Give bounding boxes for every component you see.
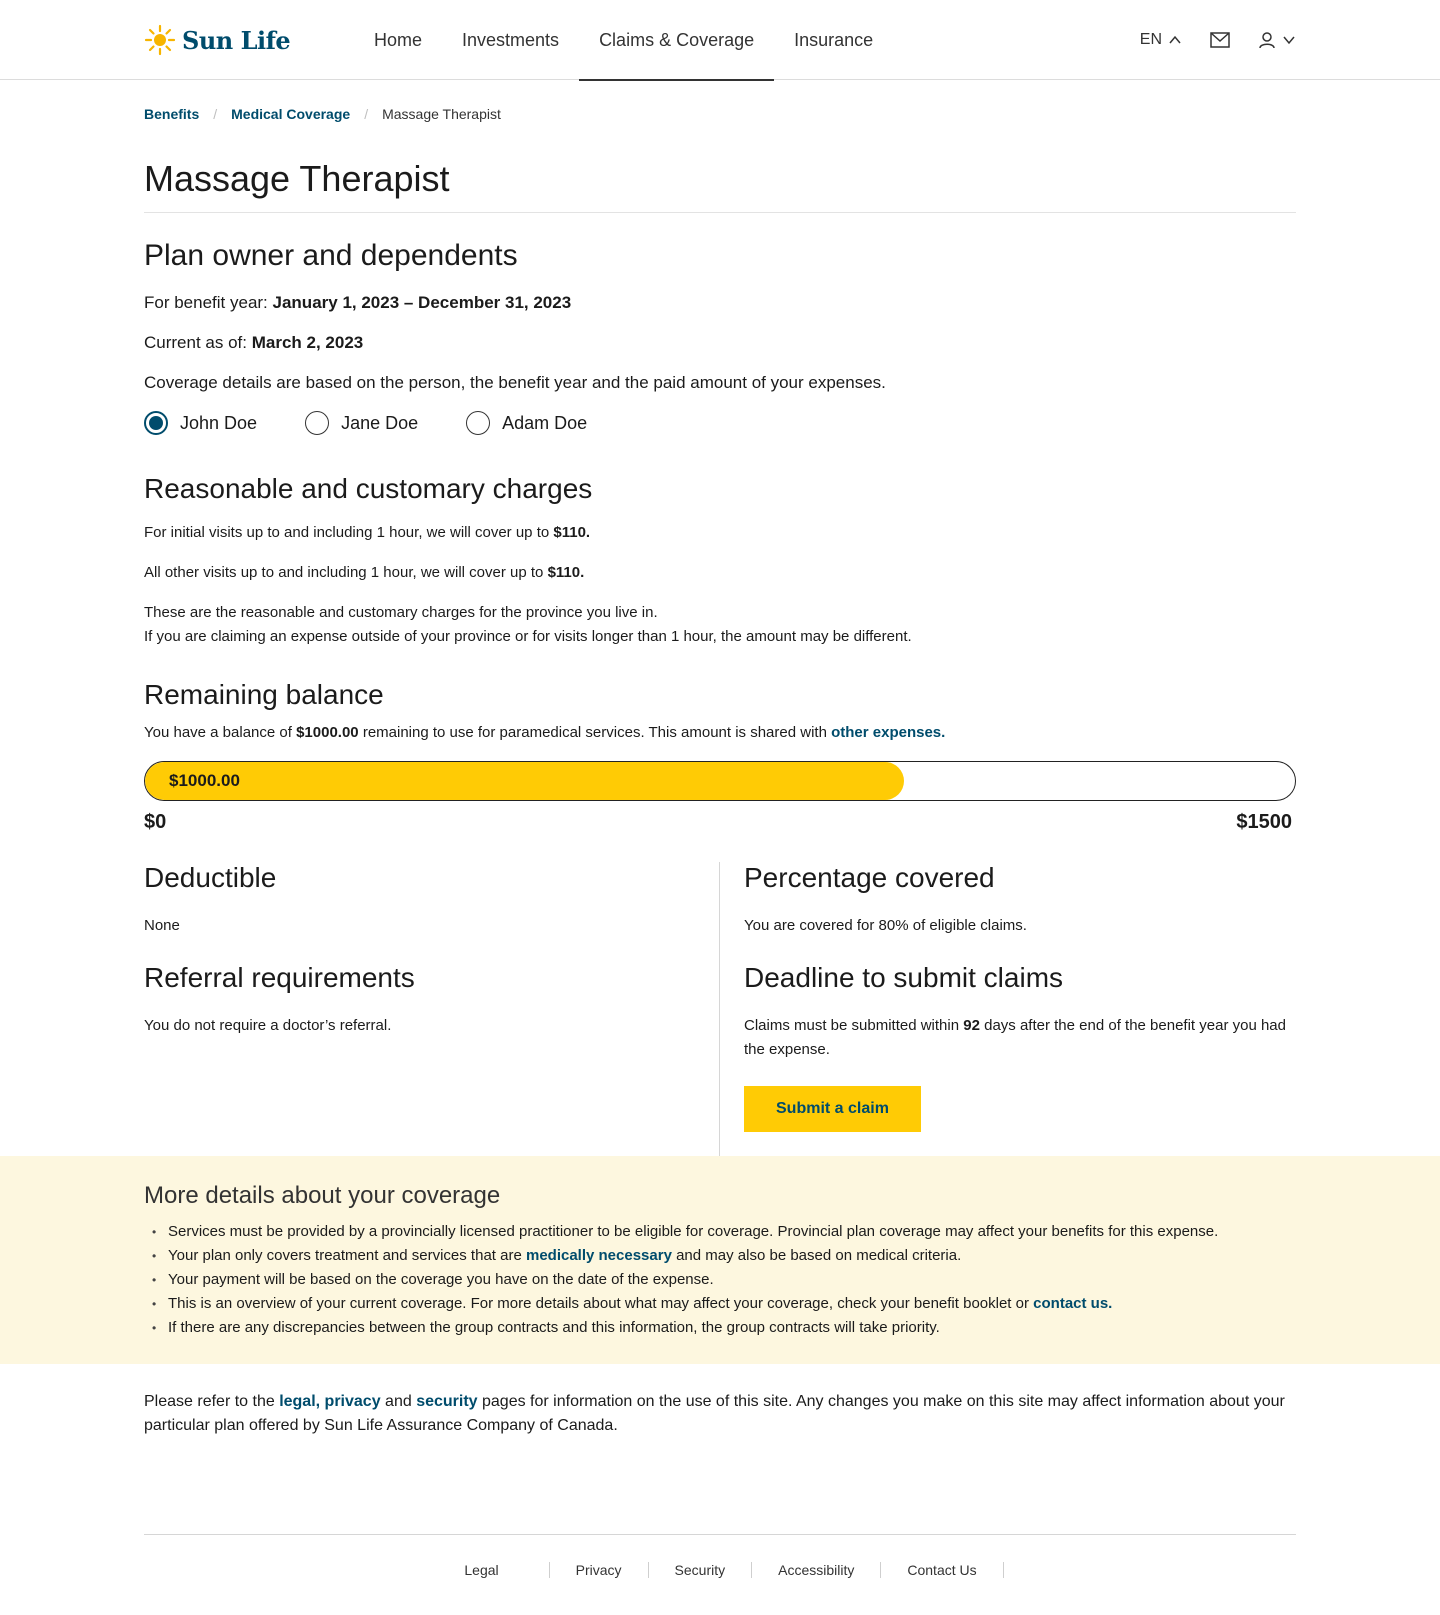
user-menu[interactable] xyxy=(1258,31,1296,49)
benefit-year-value: January 1, 2023 – December 31, 2023 xyxy=(272,293,572,312)
footer-legal-link[interactable]: Legal xyxy=(436,1562,549,1578)
plan-owner-section xyxy=(144,239,1296,435)
radio-jane-doe[interactable] xyxy=(305,411,418,435)
radio-button[interactable] xyxy=(144,411,168,435)
site-footer xyxy=(144,1534,1296,1604)
person-selector xyxy=(144,411,1296,435)
initial-visit-text: For initial visits up to and including 1 hour, we will cover up to $110. xyxy=(144,524,591,541)
legal-link[interactable]: legal, xyxy=(279,1393,321,1410)
nav-home[interactable]: Home xyxy=(374,29,423,50)
security-link[interactable]: security xyxy=(416,1393,478,1410)
details-heading: More details about your coverage xyxy=(144,1182,501,1209)
sun-life-logo[interactable] xyxy=(144,24,354,56)
referral-text: You do not require a doctor’s referral. xyxy=(144,1017,392,1034)
plan-heading: Plan owner and dependents xyxy=(144,239,518,272)
more-details-section xyxy=(0,1156,1440,1364)
site-header xyxy=(0,0,1440,80)
nav-investments[interactable]: Investments xyxy=(462,29,560,50)
breadcrumb-current: Massage Therapist xyxy=(382,106,501,122)
deadline-card xyxy=(720,962,1296,1156)
sun-logo-icon xyxy=(144,24,176,56)
header-actions xyxy=(1140,31,1296,49)
details-list xyxy=(144,1220,1296,1340)
contact-us-link[interactable]: contact us. xyxy=(1033,1295,1113,1312)
details-item: • This is an overview of your current coverage. For more details about what may affect your coverage, check your benefit booklet or contact us. xyxy=(144,1292,1296,1316)
submit-claim-button[interactable]: Submit a claim xyxy=(744,1086,921,1132)
balance-text: You have a balance of $1000.00 remaining to use for paramedical services. This amount is shared with other expenses. xyxy=(144,724,946,741)
brand-name: Sun Life xyxy=(182,25,291,55)
radio-adam-doe[interactable] xyxy=(466,411,587,435)
details-item: • If there are any discrepancies between the group contracts and this information, the group contracts will take priority. xyxy=(144,1316,1296,1340)
breadcrumb-separator: / xyxy=(213,106,218,122)
footer-contact-link[interactable]: Contact Us xyxy=(881,1562,1003,1578)
radio-label: Adam Doe xyxy=(502,412,588,433)
details-item: • Your plan only covers treatment and services that are medically necessary and may also be based on medical criteria. xyxy=(144,1244,1296,1268)
nav-claims-coverage[interactable]: Claims & Coverage xyxy=(579,0,774,80)
benefit-year: For benefit year: January 1, 2023 – December 31, 2023 xyxy=(144,293,572,312)
chevron-down-icon xyxy=(1282,33,1296,47)
charges-heading: Reasonable and customary charges xyxy=(144,473,593,504)
deductible-value: None xyxy=(144,917,180,934)
charges-section xyxy=(144,473,1296,649)
user-icon xyxy=(1258,31,1276,49)
radio-label: Jane Doe xyxy=(341,412,419,433)
footer-security-link[interactable]: Security xyxy=(649,1562,753,1578)
radio-button[interactable] xyxy=(466,411,490,435)
charges-note: These are the reasonable and customary charges for the province you live in. If you are claiming an expense outside of your province or for visits longer than 1 hour, the amount may be different. xyxy=(144,604,912,645)
radio-label: John Doe xyxy=(180,412,258,433)
breadcrumb-medical-coverage[interactable]: Medical Coverage xyxy=(231,106,351,122)
deadline-heading: Deadline to submit claims xyxy=(744,962,1064,993)
current-as-of-value: March 2, 2023 xyxy=(251,333,364,352)
balance-bar-label: $1000.00 xyxy=(169,771,240,790)
page-title: Massage Therapist xyxy=(144,158,1296,213)
language-selector[interactable] xyxy=(1140,31,1182,49)
deadline-text: Claims must be submitted within 92 days after the end of the benefit year you had the expense. xyxy=(744,1017,1286,1058)
referral-heading: Referral requirements xyxy=(144,962,415,993)
radio-john-doe[interactable] xyxy=(144,411,257,435)
language-label: EN xyxy=(1139,31,1162,48)
chevron-up-icon xyxy=(1168,33,1182,47)
breadcrumb-benefits[interactable]: Benefits xyxy=(144,106,200,122)
coverage-details-grid xyxy=(144,862,1296,1156)
footer-privacy-link[interactable]: Privacy xyxy=(550,1562,649,1578)
balance-amount: $1000.00 xyxy=(296,724,359,741)
deadline-days: 92 xyxy=(963,1017,980,1034)
mail-icon[interactable] xyxy=(1210,32,1230,48)
percentage-text: You are covered for 80% of eligible claims. xyxy=(744,917,1027,934)
legal-note: Please refer to the legal, privacy and security pages for information on the use of this site. Any changes you make on this site may affect information about your particular plan offered by Sun Life Assurance Company of Canada. xyxy=(144,1393,1285,1434)
details-item: • Services must be provided by a provincially licensed practitioner to be eligible for coverage. Provincial plan coverage may affect your benefits for this expense. xyxy=(144,1220,1296,1244)
balance-progress-fill xyxy=(145,762,904,800)
deductible-heading: Deductible xyxy=(144,862,277,893)
percentage-heading: Percentage covered xyxy=(744,862,995,893)
deductible-card xyxy=(144,862,720,962)
other-expenses-link[interactable]: other expenses. xyxy=(831,724,946,741)
balance-heading: Remaining balance xyxy=(144,679,384,710)
medically-necessary-link[interactable]: medically necessary xyxy=(525,1247,672,1264)
balance-scale xyxy=(144,811,1296,834)
balance-max-label: $1500 xyxy=(1236,811,1292,833)
balance-min-label: $0 xyxy=(144,811,167,833)
main-content xyxy=(0,80,1440,1156)
other-visit-text: All other visits up to and including 1 hour, we will cover up to $110. xyxy=(144,564,585,581)
referral-card xyxy=(144,962,720,1156)
nav-insurance[interactable]: Insurance xyxy=(794,29,874,50)
balance-progress-bar xyxy=(144,761,1296,801)
current-as-of: Current as of: March 2, 2023 xyxy=(144,333,364,352)
coverage-description: Coverage details are based on the person, the benefit year and the paid amount of your expenses. xyxy=(144,373,886,392)
footer-accessibility-link[interactable]: Accessibility xyxy=(752,1562,881,1578)
balance-section xyxy=(144,679,1296,834)
details-item: • Your payment will be based on the coverage you have on the date of the expense. xyxy=(144,1268,1296,1292)
privacy-link[interactable]: privacy xyxy=(324,1393,381,1410)
breadcrumb-separator: / xyxy=(364,106,369,122)
percentage-card xyxy=(720,862,1296,962)
breadcrumb xyxy=(144,80,1296,130)
radio-button[interactable] xyxy=(305,411,329,435)
main-nav xyxy=(354,0,893,80)
